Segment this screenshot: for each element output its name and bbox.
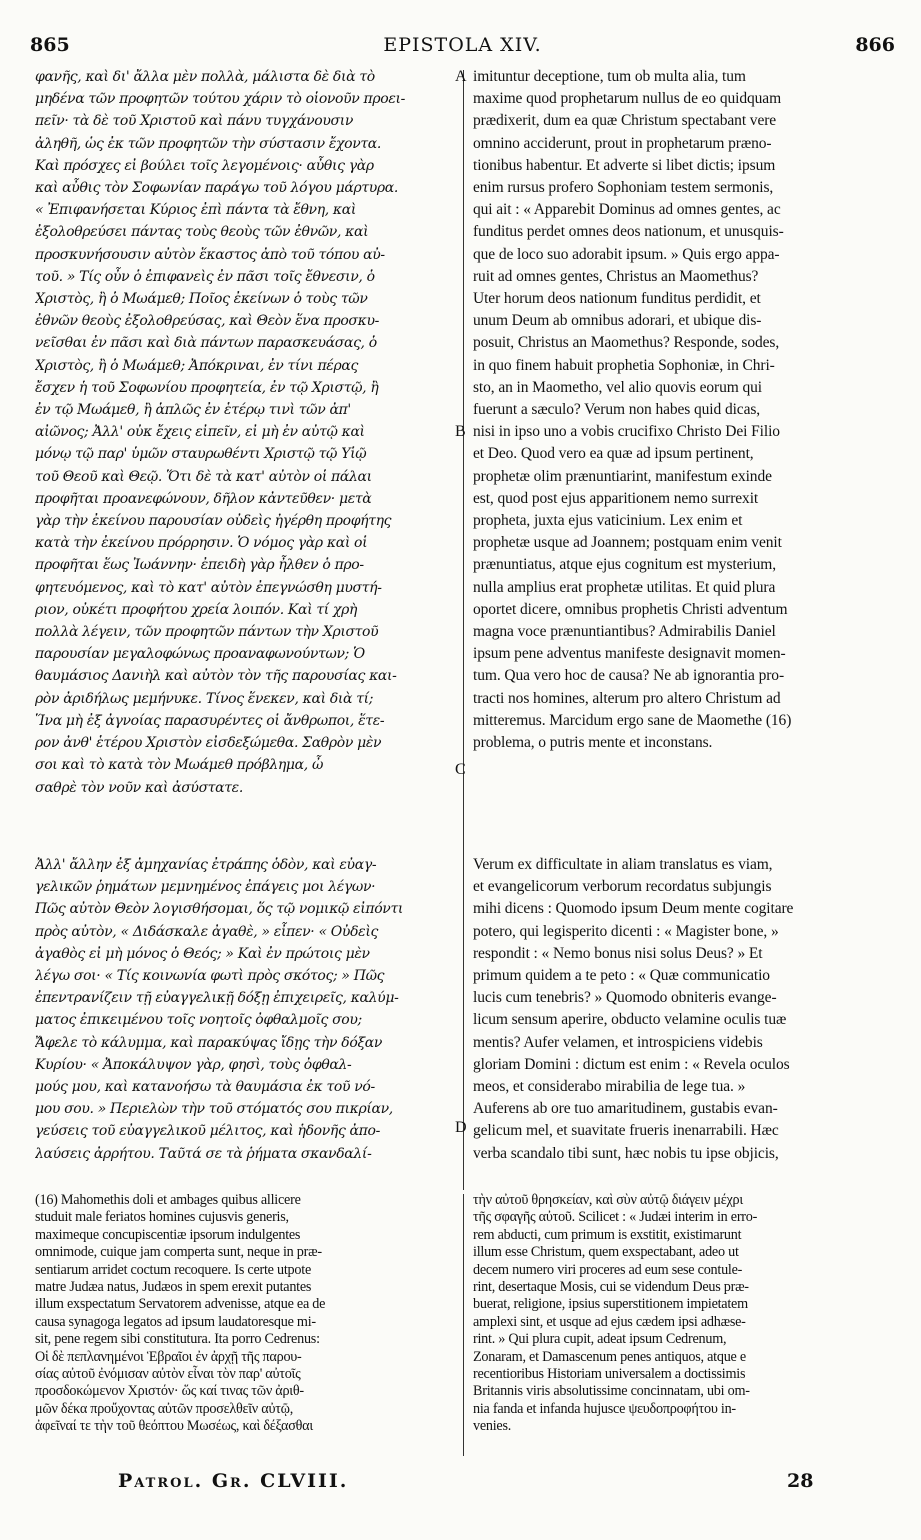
greek-text-column: φανῆς, καὶ δι' ἄλλα μὲν πολλὰ, μάλιστα δὲ διὰ τὸ μηδένα τῶν προφητῶν τούτου χάριν τὸ οἱονοῦν προει- πεῖν· τὰ δὲ τοῦ Χριστοῦ καὶ πάνυ τυγχάνουσιν ἀληθῆ, ὡς ἐκ τῶν προφητῶν τὴν σύστασιν ἔχοντα. Καὶ πρόσχες εἰ βούλει τοῖς λεγομένοις· αὖθις γὰρ καὶ αὖθις τὸν Σοφωνίαν παράγω τοῦ λόγου μάρτυρα. « Ἐπιφανήσεται Κύριος ἐπὶ πάντα τὰ ἔθνη, καὶ ἐξολοθρεύσει πάντας τοὺς θεοὺς τῶν ἐθνῶν, καὶ προσκυνήσουσιν αὐτὸν ἕκαστος ἀπὸ τοῦ τόπου αὐ- τοῦ. » Τίς οὖν ὁ ἐπιφανεὶς ἐν πᾶσι τοῖς ἔθνεσιν, ὁ Χριστὸς, ἢ ὁ Μωάμεθ; Ποῖος ἐκείνων ὁ τοὺς τῶν ἐθνῶν θεοὺς ἐξολοθρεύσας, καὶ Θεὸν ἕνα προσκυ- νεῖσθαι ἐν πᾶσι καὶ διὰ πάντων παρασκευάσας, ὁ Χριστὸς, ἢ ὁ Μωάμεθ; Ἀπόκριναι, ἐν τίνι πέρας ἔσχεν ἡ τοῦ Σοφωνίου προφητεία, ἐν τῷ Χριστῷ, ἢ ἐν τῷ Μωάμεθ, ἢ ἁπλῶς ἐν ἑτέρῳ τινὶ τῶν ἀπ' αἰῶνος; Ἀλλ' οὐκ ἔχεις εἰπεῖν, εἰ μὴ ἐν αὐτῷ καὶ μόνῳ τῷ παρ' ὑμῶν σταυρωθέντι Χριστῷ τῷ Υἱῷ τοῦ Θεοῦ καὶ Θεῷ. Ὅτι δὲ τὰ κατ' αὐτὸν οἱ πάλαι προφῆται προανεφώνουν, δῆλον κἀντεῦθεν· μετὰ γὰρ τὴν ἐκείνου παρουσίαν οὐδεὶς ἠγέρθη προφήτης κατὰ τὴν ἐκείνου πρόρρησιν. Ὁ νόμος γὰρ καὶ οἱ προφῆται ἕως Ἰωάννην· ἐπειδὴ γὰρ ἦλθεν ὁ προ- φητευόμενος, καὶ τὸ κατ' αὐτὸν ἐπεγνώσθη μυστή- ριον, οὐκέτι προφήτου χρεία λοιπόν. Καὶ τί χρὴ πολλὰ λέγειν, τῶν προφητῶν πάντων τὴν Χριστοῦ παρουσίαν μεγαλοφώνως προαναφωνούντων; Ὁ θαυμάσιος Δανιὴλ καὶ αὐτὸν τὸν τῆς παρουσίας και- ρὸν ἀριδήλως μεμήνυκε. Τίνος ἕνεκεν, καὶ διὰ τί; Ἵνα μὴ ἐξ ἀγνοίας παρασυρέντες οἱ ἄνθρωποι, ἕτε- ρον ἀνθ' ἑτέρου Χριστὸν εἰσδεξώμεθα. Σαθρὸν μὲν σοι καὶ τὸ κατὰ τὸν Μωάμεθ πρόβλημα, ὦ σαθρὲ τὸν νοῦν καὶ ἀσύστατε. [35,69,406,796]
sheet-number: 28 [787,1470,814,1492]
section-marker-d: D [455,1119,467,1136]
page-number-right: 866 [855,34,895,56]
page-number-left: 865 [30,34,70,56]
footnote-left-column: (16) Mahomethis doli et ambages quibus allicere studuit male feriatos homines cujusvis generis, maximeque concupiscentiæ ipsorum indulgentes omnimode, cuique jam comperta sunt, neque in præ- sentiarum arridet coctum recoquere. Is certe utpote matre Judæa natus, Judæos in spem erexit putantes illum exspectatum Servatorem advenisse, atque ea de causa synagoga legatos ad ipsum laudatoresque mi- sit, pene regem sibi constitutura. Ita porro Cedrenus: Οἱ δὲ πεπλανημένοι Ἑβραῖοι ἐν ἀρχῇ τῆς παρου- σίας αὐτοῦ ἐνόμισαν αὐτὸν εἶναι τὸν παρ' αὐτοῖς προσδοκώμενον Χριστόν· ὥς καί τινας τῶν ἀριθ- μῶν δέκα προὔχοντας αὐτῶν προσελθεῖν αὐτῷ, ἀφεῖναί τε τὴν τοῦ θεόπτου Μωσέως, καὶ δέξασθαι [35,1192,326,1435]
section-marker-c: C [455,761,466,778]
section-marker-a: A [455,68,467,85]
footnote-right-column: τὴν αὐτοῦ θρησκείαν, καὶ σὺν αὐτῷ διάγειν μέχρι τῆς σφαγῆς αὐτοῦ. Scilicet : « Judæi interim in erro- rem abducti, cum primum is exstitit, existimarunt illum esse Christum, quem exspectabant, adeo ut decem numero viri proceres ad eum sese contule- rint, desertaque Mosis, cui se videndum Deus præ- buerat, religione, ipsius superstitionem impietatem amplexi sint, et usque ad ejus cædem ipsi adhæse- rint. » Qui plura cupit, adeat ipsum Cedrenum, Zonaram, et Damascenum penes antiquos, atque e recentioribus Historiam universalem a doctissimis Britannis viris absolutissime concinnatam, ubi om- nia fanda et infanda hujusce ψευδοπροφήτου in- venies. [473,1192,758,1435]
signature-mark: Patrol. Gr. CLVIII. [118,1470,349,1492]
column-divider-top [463,70,464,1190]
column-divider-bottom [463,1194,464,1456]
section-marker-b: B [455,423,466,440]
page-header [30,34,895,62]
page-footer [30,1470,895,1500]
greek-text-column-second: Ἀλλ' ἄλλην ἐξ ἀμηχανίας ἐτράπης ὁδὸν, καὶ εὐαγ- γελικῶν ῥημάτων μεμνημένος ἐπάγεις μοι λέγων· Πῶς αὐτὸν Θεὸν λογισθήσομαι, ὅς τῷ νομικῷ εἰπόντι πρὸς αὐτὸν, « Διδάσκαλε ἀγαθὲ, » εἶπεν· « Οὐδεὶς ἀγαθὸς εἰ μὴ μόνος ὁ Θεός; » Καὶ ἐν πρώτοις μὲν λέγω σοι· « Τίς κοινωνία φωτὶ πρὸς σκότος; » Πῶς ἐπεντρανίζειν τῇ εὐαγγελικῇ δόξῃ ἐπιχειρεῖς, καλύμ- ματος ἐπικειμένου τοῖς νοητοῖς ὀφθαλμοῖς σου; Ἄφελε τὸ κάλυμμα, καὶ παρακύψας ἴδῃς τὴν δόξαν Κυρίου· « Ἀποκάλυψον γὰρ, φησὶ, τοὺς ὀφθαλ- μούς μου, καὶ κατανοήσω τὰ θαυμάσια ἐκ τοῦ νό- μου σου. » Περιελὼν τὴν τοῦ στόματός σου πικρίαν, γεύσεις τοῦ εὐαγγελικοῦ μέλιτος, καὶ ἡδονῆς ἀπο- λαύσεις ἀρρήτου. Ταῦτά σε τὰ ῥήματα σκανδαλί- [35,857,403,1162]
latin-text-column-second: Verum ex difficultate in aliam translatus es viam, et evangelicorum verborum recordatus subjungis mihi dicens : Quomodo ipsum Deum mente cogitare potero, qui legisperito dicenti : « Magister bone, » respondit : « Nemo bonus nisi solus Deus? » Et primum quidem a te peto : « Quæ communicatio lucis cum tenebris? » Quomodo obniteris evange- licum sensum aperire, obducto velamine oculis tuæ mentis? Aufer velamen, et introspiciens videbis gloriam Domini : dictum est enim : « Revela oculos meos, et considerabo mirabilia de lege tua. » Auferens ab ore tuo amaritudinem, gustabis evan- gelicum mel, et suavitate frueris inenarrabili. Hæc verba scandalo tibi sunt, hæc nobis tu ipse objicis, [473,856,794,1162]
running-title: EPISTOLA XIV. [383,34,542,56]
latin-text-column: imituntur deceptione, tum ob multa alia, tum maxime quod prophetarum nullus de eo quidquam prædixerit, dum ea quæ Christum spectabant vere omnino acciderunt, prout in prophetarum præno- tionibus habentur. Et adverte si libet dictis; ipsum enim rursus profero Sophoniam testem sermonis, qui ait : « Apparebit Dominus ad omnes gentes, ac funditus perdet omnes deos nationum, et unusquis- que de loco suo adorabit ipsum. » Quis ergo appa- ruit ad omnes gentes, Christus an Maomethus? Uter horum deos nationum funditus perdidit, et unum Deum ab omnibus adorari, et ubique dis- posuit, Christus an Maomethus? Responde, sodes, in quo finem habuit prophetia Sophoniæ, in Chri- sto, an in Maomethо, vel alio quovis eorum qui fuerunt a sæculo? Verum non habes quid dicas, nisi in ipso uno a vobis crucifixo Christo Dei Filio et Deo. Quod vero ea quæ ad ipsum pertinent, prophetæ olim prænuntiarint, manifestum exinde est, quod post ejus apparitionem nemo surrexit propheta, juxta ejus vaticinium. Lex enim et prophetæ usque ad Joannem; postquam enim venit prænuntiatus, atque ejus cognitum est mysterium, nulla amplius erat prophetæ utilitas. Et quid plura oportet dicere, omnibus prophetis Christi adventum magna voce prænuntiantibus? Admirabilis Daniel ipsum pene adventus manifeste designavit momen- tum. Qua vero hoc de causa? Ne ab ignorantia pro- tracti nos homines, alterum pro altero Christum ad mitteremus. Marcidum ergo sane de Maomethe (16) problema, o putris mente et inconstans. [473,68,792,752]
